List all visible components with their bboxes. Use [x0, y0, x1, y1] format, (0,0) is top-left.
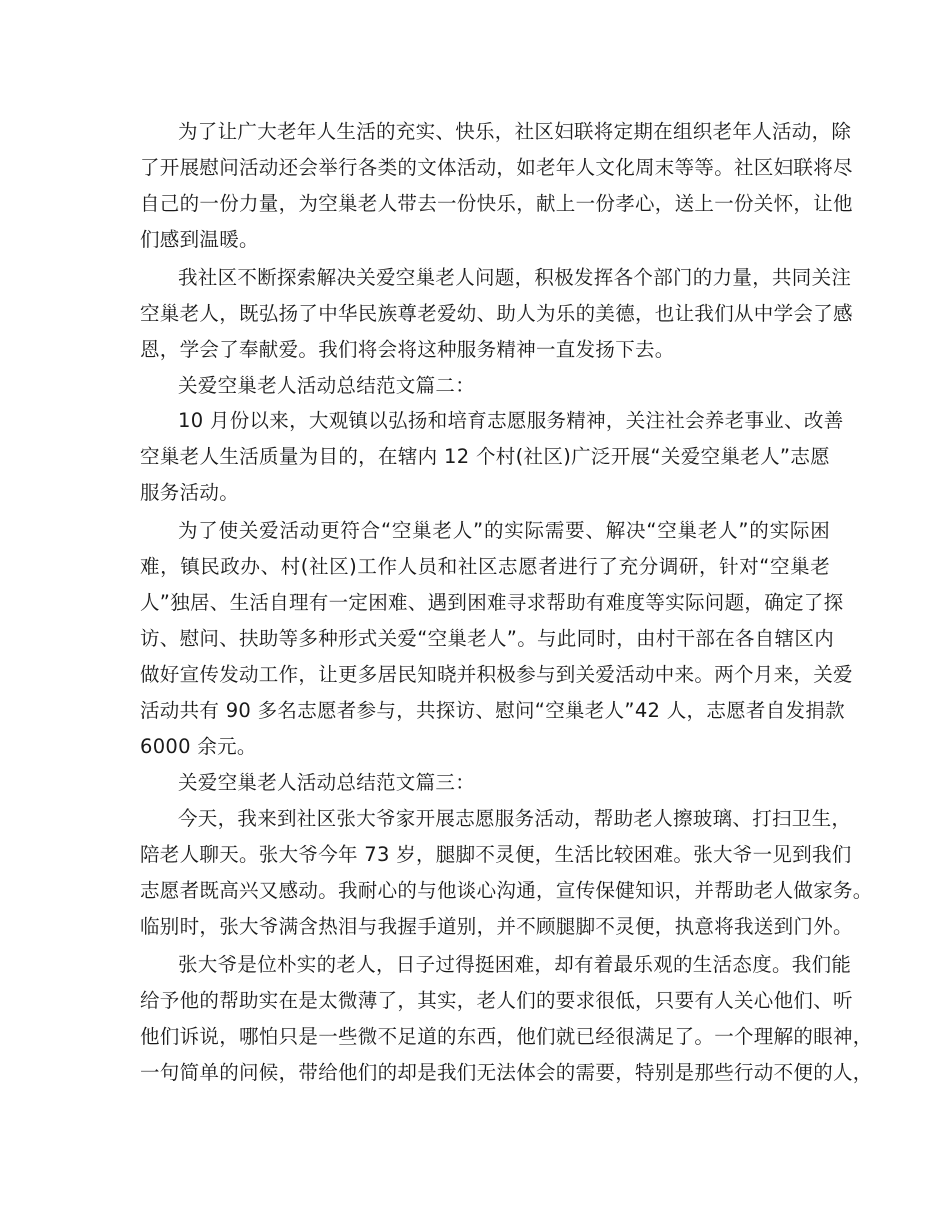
- text-line: 人”独居、生活自理有一定困难、遇到困难寻求帮助有难度等实际问题，确定了探: [140, 591, 844, 614]
- text-line: 自己的一份力量，为空巢老人带去一份快乐，献上一份孝心，送上一份关怀，让他: [140, 192, 853, 215]
- text-line: 为了让广大老年人生活的充实、快乐，社区妇联将定期在组织老年人活动，除: [178, 120, 852, 143]
- text-line: 10 月份以来，大观镇以弘扬和培育志愿服务精神，关注社会养老事业、改善: [178, 409, 844, 432]
- text-line: 一句简单的问候，带给他们的却是我们无法体会的需要，特别是那些行动不便的人，: [140, 1061, 873, 1084]
- section-heading: 关爱空巢老人活动总结范文篇二：: [178, 374, 476, 397]
- text-line: 我社区不断探索解决关爱空巢老人问题，积极发挥各个部门的力量，共同关注: [178, 266, 852, 289]
- text-line: 空巢老人生活质量为目的，在辖内 12 个村(社区)广泛开展“关爱空巢老人”志愿: [140, 445, 830, 468]
- text-line: 为了使关爱活动更符合“空巢老人”的实际需要、解决“空巢老人”的实际困: [178, 519, 830, 542]
- text-line: 恩，学会了奉献爱。我们将会将这种服务精神一直发扬下去。: [140, 338, 675, 361]
- text-line: 活动共有 90 多名志愿者参与，共探访、慰问“空巢老人”42 人，志愿者自发捐款: [140, 699, 845, 722]
- text-line: 6000 余元。: [140, 735, 257, 758]
- text-line: 难，镇民政办、村(社区)工作人员和社区志愿者进行了充分调研，针对“空巢老: [140, 555, 830, 578]
- text-line: 临别时，张大爷满含热泪与我握手道别，并不顾腿脚不灵便，执意将我送到门外。: [140, 915, 853, 938]
- text-line: 志愿者既高兴又感动。我耐心的与他谈心沟通，宣传保健知识，并帮助老人做家务。: [140, 879, 873, 902]
- text-line: 空巢老人，既弘扬了中华民族尊老爱幼、助人为乐的美德，也让我们从中学会了感: [140, 302, 853, 325]
- text-line: 了开展慰问活动还会举行各类的文体活动，如老年人文化周末等等。社区妇联将尽: [140, 156, 853, 179]
- text-line: 访、慰问、扶助等多种形式关爱“空巢老人”。与此同时，由村干部在各自辖区内: [140, 627, 835, 650]
- text-line: 服务活动。: [140, 481, 240, 504]
- text-line: 做好宣传发动工作，让更多居民知晓并积极参与到关爱活动中来。两个月来，关爱: [140, 663, 853, 686]
- text-line: 给予他的帮助实在是太微薄了，其实，老人们的要求很低，只要有人关心他们、听: [140, 989, 853, 1012]
- section-heading: 关爱空巢老人活动总结范文篇三：: [178, 771, 476, 794]
- text-line: 们感到温暖。: [140, 228, 259, 251]
- text-line: 陪老人聊天。张大爷今年 73 岁，腿脚不灵便，生活比较困难。张大爷一见到我们: [140, 843, 852, 866]
- text-line: 张大爷是位朴实的老人，日子过得挺困难，却有着最乐观的生活态度。我们能: [178, 953, 852, 976]
- text-line: 他们诉说，哪怕只是一些微不足道的东西，他们就已经很满足了。一个理解的眼神，: [140, 1025, 873, 1048]
- text-line: 今天，我来到社区张大爷家开展志愿服务活动，帮助老人擦玻璃、打扫卫生，: [178, 807, 852, 830]
